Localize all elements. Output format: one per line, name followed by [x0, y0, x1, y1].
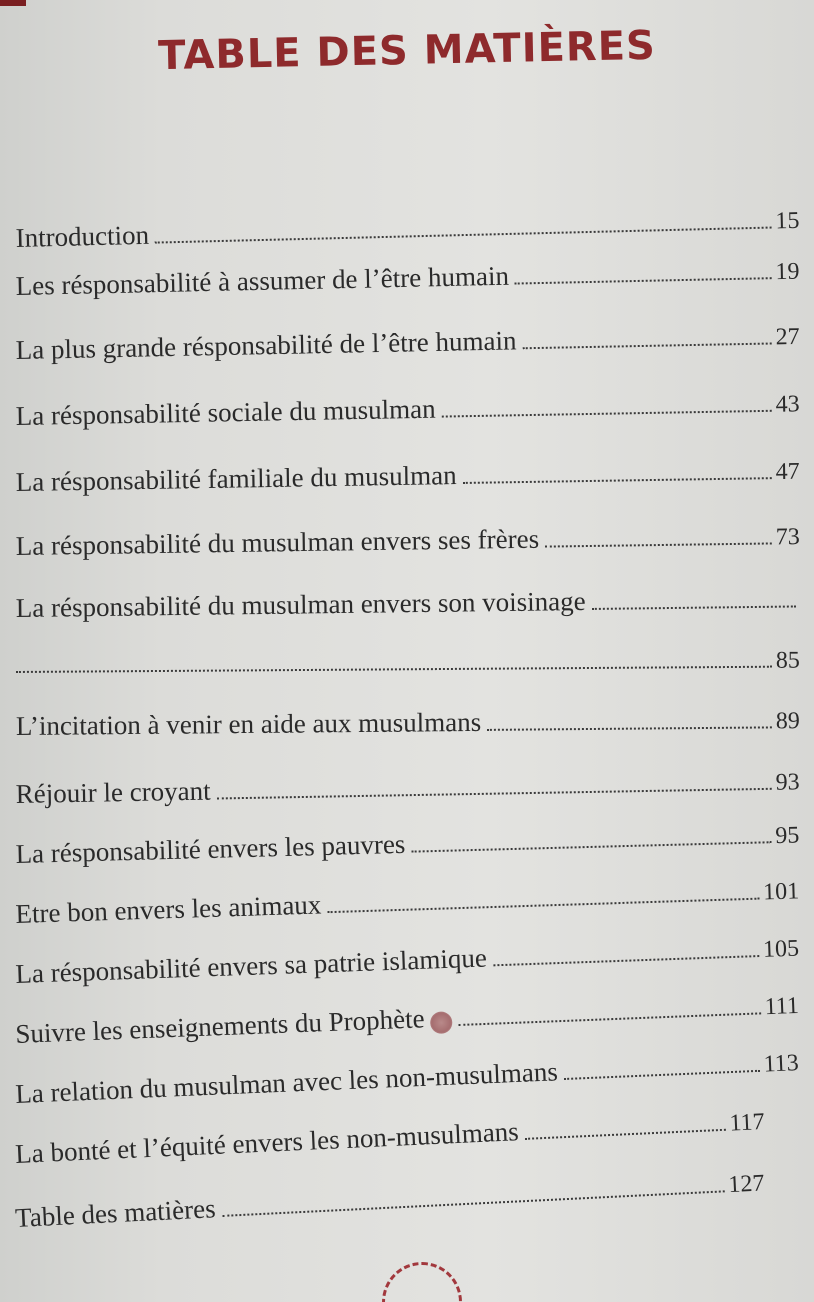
- toc-entry-page: 43: [775, 391, 800, 418]
- toc-entry: [14, 980, 799, 1050]
- toc-leader-dots: [155, 226, 771, 244]
- toc-entry-page: 47: [775, 458, 800, 486]
- toc-entry-label: La résponsabilité envers les pauvres: [15, 828, 406, 870]
- toc-leader-dots: [523, 341, 772, 349]
- toc-entry: [15, 311, 800, 366]
- toc-leader-dots: [545, 541, 772, 547]
- toc-entry-page: 93: [775, 769, 800, 796]
- toc-leader-dots: [442, 409, 772, 418]
- toc-entry-page: 27: [775, 323, 800, 351]
- toc-entry-label: La résponsabilité sociale du musulman: [15, 393, 436, 432]
- toc-entry: [15, 446, 800, 498]
- toc-leader-dots: [16, 665, 772, 673]
- toc-entry-label: Réjouir le croyant: [15, 775, 211, 810]
- toc-entry-label: La relation du musulman avec les non-musulmans: [14, 1056, 559, 1110]
- toc-entry-page: 117: [728, 1109, 766, 1137]
- toc-entry: [15, 246, 800, 302]
- toc-entry-label: La résponsabilité du musulman envers ses frères: [15, 523, 540, 562]
- toc-entry: [14, 1096, 765, 1170]
- toc-entry-page: 89: [775, 708, 800, 735]
- toc-entry-label: La résponsabilité envers sa patrie islamique: [14, 942, 488, 990]
- toc-entry-label: L’incitation à venir en aide aux musulmans: [15, 706, 482, 742]
- toc-entry-page: 95: [775, 822, 800, 850]
- toc-leader-dots: [217, 787, 772, 800]
- toc-entry: [15, 809, 800, 870]
- toc-entry-continuation: [16, 635, 800, 680]
- toc-entry-label: Table des matières: [14, 1193, 217, 1234]
- toc-entry-page: 111: [764, 992, 800, 1021]
- seal-icon: [430, 1011, 453, 1034]
- toc-leader-dots: [459, 1011, 761, 1026]
- toc-entry-page: 127: [727, 1170, 766, 1199]
- toc-entry-label: La résponsabilité familiale du musulman: [15, 460, 457, 498]
- toc-leader-dots: [493, 954, 759, 966]
- toc-entry-label: Introduction: [15, 219, 150, 254]
- toc-entry-label: Suivre les enseignements du Prophète: [14, 1003, 426, 1050]
- toc-entry-label: La résponsabilité du musulman envers son voisinage: [15, 586, 586, 624]
- toc-entry: [15, 756, 800, 810]
- toc-leader-dots: [463, 476, 772, 484]
- toc-entry-page: 105: [762, 935, 800, 963]
- toc-entry: [16, 574, 800, 624]
- toc-leader-dots: [487, 725, 772, 730]
- toc-leader-dots: [525, 1128, 726, 1140]
- toc-entry: [16, 695, 800, 742]
- toc-leader-dots: [327, 897, 759, 914]
- toc-entry: [15, 195, 800, 254]
- toc-entry: [14, 1157, 765, 1234]
- toc-entry-page: 15: [775, 207, 800, 235]
- page-title: TABLE DES MATIÈRES: [157, 22, 657, 80]
- toc-leader-dots: [592, 604, 796, 609]
- toc-leader-dots: [564, 1069, 760, 1080]
- toc-entry-page: 73: [775, 524, 800, 551]
- toc-entry-label: La bonté et l’équité envers les non-musulmans: [14, 1116, 520, 1170]
- toc-entry: [15, 511, 799, 562]
- toc-entry: [15, 923, 800, 990]
- toc-leader-dots: [222, 1189, 725, 1217]
- toc-entry-page: 85: [775, 647, 800, 674]
- toc-entry-label: Les résponsabilité à assumer de l’être humain: [15, 260, 510, 302]
- toc-entry-page: 113: [763, 1050, 800, 1078]
- toc-entry-page: 19: [775, 258, 800, 286]
- toc-entry: [15, 865, 800, 930]
- toc-leader-dots: [411, 840, 771, 852]
- toc-leader-dots: [515, 276, 772, 284]
- toc-entry: [15, 378, 800, 432]
- toc-entry-page: 101: [762, 878, 800, 906]
- toc-entry-label: La plus grande résponsabilité de l’être humain: [15, 325, 517, 366]
- toc-entry-label: Etre bon envers les animaux: [15, 889, 322, 930]
